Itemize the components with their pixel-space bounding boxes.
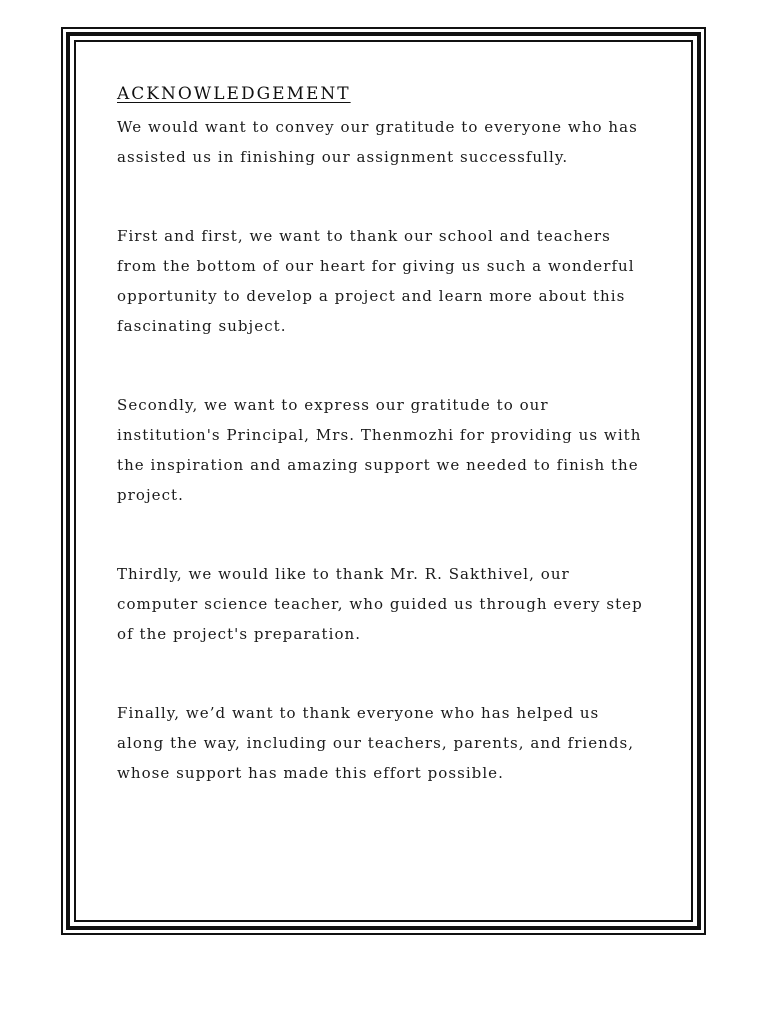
paragraph-line: institution's Principal, Mrs. Thenmozhi for providing us with bbox=[117, 426, 642, 444]
paragraph-line: Finally, we’d want to thank everyone who has helped us bbox=[117, 704, 600, 722]
paragraph-closing bbox=[117, 698, 657, 788]
paragraph-intro bbox=[117, 112, 657, 172]
paragraph-spacer bbox=[117, 510, 657, 559]
paragraph-line: fascinating subject. bbox=[117, 317, 287, 335]
paragraph-line: whose support has made this effort possible. bbox=[117, 764, 504, 782]
paragraph-spacer bbox=[117, 341, 657, 390]
paragraph-line: Thirdly, we would like to thank Mr. R. Sakthivel, our bbox=[117, 565, 570, 583]
paragraph-line: We would want to convey our gratitude to everyone who has bbox=[117, 118, 638, 136]
paragraph-line: First and first, we want to thank our school and teachers bbox=[117, 227, 611, 245]
paragraph-line: assisted us in finishing our assignment successfully. bbox=[117, 148, 569, 166]
paragraph-school bbox=[117, 221, 657, 341]
document-body bbox=[117, 84, 657, 788]
paragraph-line: computer science teacher, who guided us through every step bbox=[117, 595, 643, 613]
paragraph-teacher bbox=[117, 559, 657, 649]
paragraph-line: opportunity to develop a project and learn more about this bbox=[117, 287, 626, 305]
paragraph-spacer bbox=[117, 649, 657, 698]
paragraph-line: Secondly, we want to express our gratitude to our bbox=[117, 396, 549, 414]
paragraph-spacer bbox=[117, 172, 657, 221]
paragraph-line: project. bbox=[117, 486, 184, 504]
paragraph-line: along the way, including our teachers, parents, and friends, bbox=[117, 734, 635, 752]
paragraph-line: the inspiration and amazing support we needed to finish the bbox=[117, 456, 639, 474]
paragraph-line: of the project's preparation. bbox=[117, 625, 362, 643]
paragraph-principal bbox=[117, 390, 657, 510]
paragraph-line: from the bottom of our heart for giving us such a wonderful bbox=[117, 257, 635, 275]
page-title: ACKNOWLEDGEMENT bbox=[117, 84, 351, 104]
